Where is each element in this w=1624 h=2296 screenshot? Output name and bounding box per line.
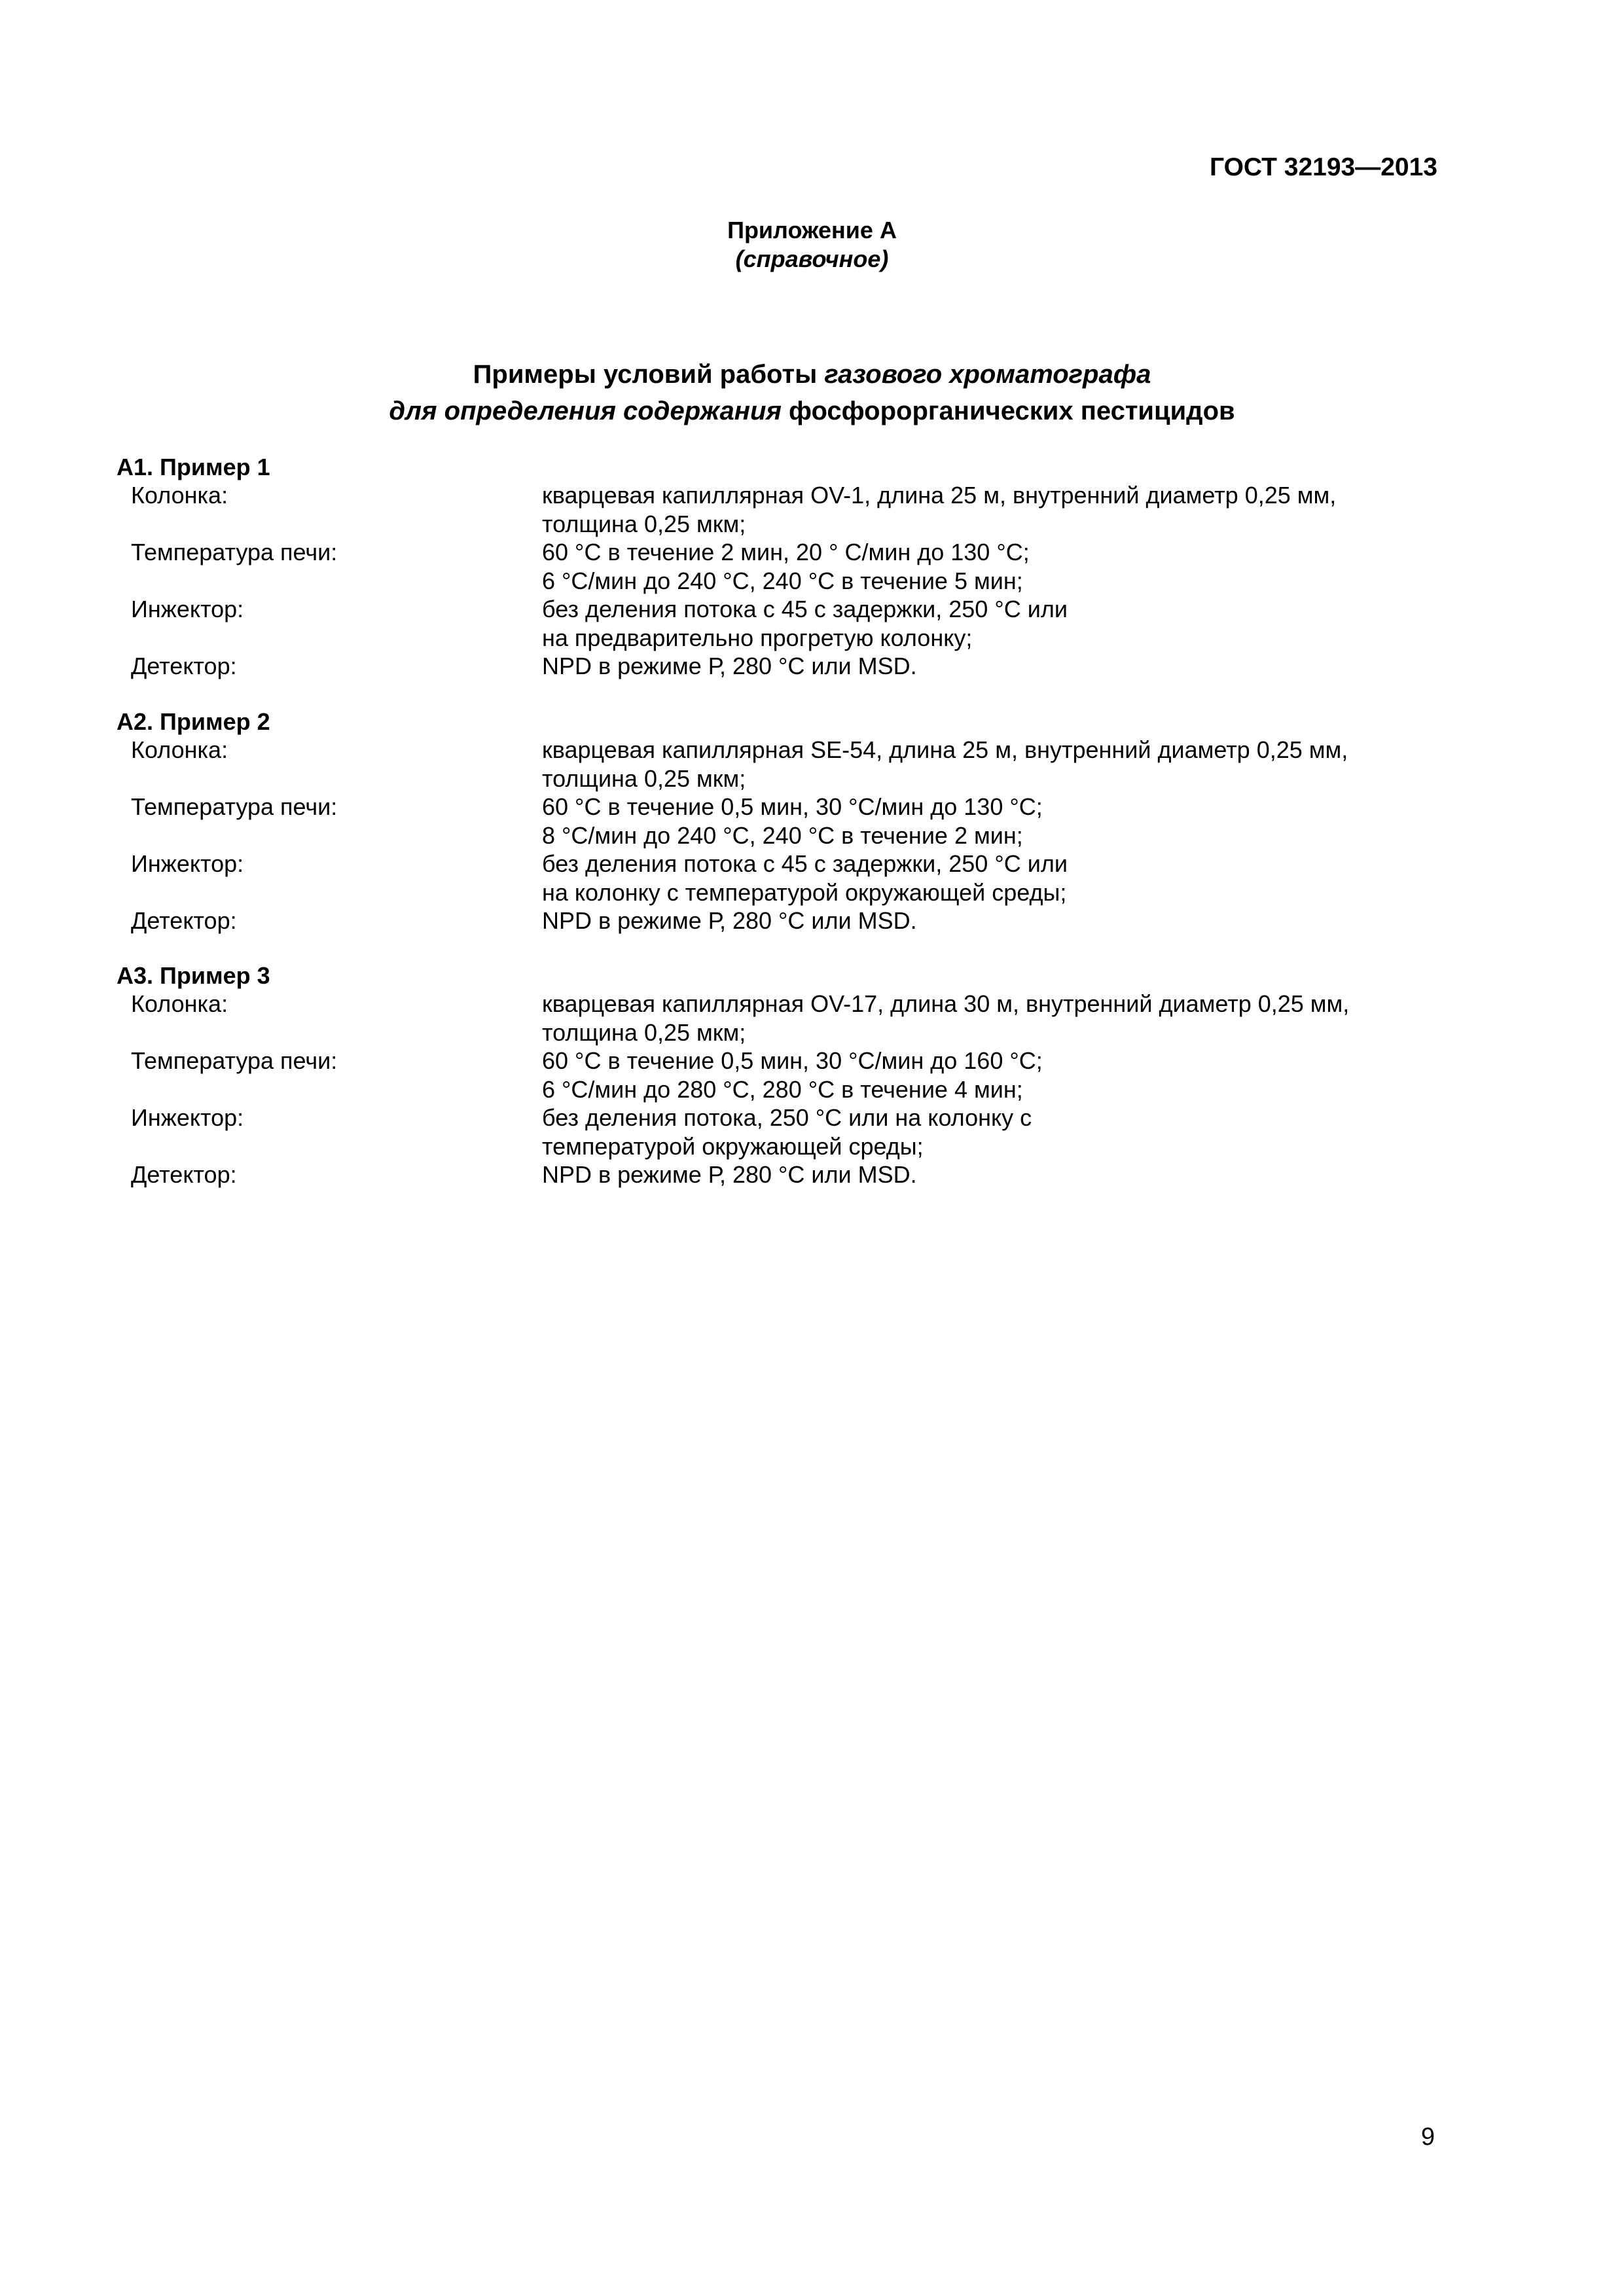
example-heading: А3. Пример 3 <box>117 962 270 989</box>
value-line: без деления потока с 45 с задержки, 250 °С или <box>542 596 1068 622</box>
title-line-2 <box>0 393 1624 429</box>
injector-label: Инжектор: <box>131 1104 244 1131</box>
oven-temperature-row <box>117 1047 1445 1103</box>
value-line: без деления потока с 45 с задержки, 250 °С или <box>542 850 1068 877</box>
detector-row <box>117 652 1445 681</box>
example-3 <box>117 962 1445 1189</box>
value-line: кварцевая капиллярная OV-1, длина 25 м, внутренний диаметр 0,25 мм, <box>542 482 1337 509</box>
oven-temperature-label: Температура печи: <box>131 539 338 565</box>
injector-row <box>117 595 1445 652</box>
oven-temperature-label: Температура печи: <box>131 1047 338 1074</box>
appendix-title <box>0 356 1624 429</box>
value-line: 60 °С в течение 0,5 мин, 30 °С/мин до 130 °С; <box>542 793 1043 820</box>
column-label: Колонка: <box>131 482 228 509</box>
oven-temperature-value <box>542 538 1445 595</box>
detector-value <box>542 1160 1445 1189</box>
value-line: 60 °С в течение 2 мин, 20 ° С/мин до 130 °С; <box>542 539 1030 565</box>
column-label: Колонка: <box>131 736 228 763</box>
detector-label: Детектор: <box>131 1161 237 1188</box>
example-heading: А2. Пример 2 <box>117 708 270 735</box>
value-line: NPD в режиме Р, 280 °С или MSD. <box>542 653 917 679</box>
title-line-1-regular: Примеры условий работы <box>473 360 825 389</box>
example-1 <box>117 454 1445 681</box>
appendix-kind: (справочное) <box>735 245 889 272</box>
title-line-1-italic: газового хроматографа <box>824 360 1151 389</box>
value-line: толщина 0,25 мкм; <box>542 510 746 537</box>
column-row <box>117 481 1445 538</box>
detector-row <box>117 906 1445 935</box>
example-2 <box>117 708 1445 935</box>
injector-row <box>117 850 1445 906</box>
example-heading: А1. Пример 1 <box>117 454 270 480</box>
column-row <box>117 990 1445 1047</box>
injector-label: Инжектор: <box>131 850 244 877</box>
title-line-2-regular: фосфорорганических пестицидов <box>781 397 1235 425</box>
injector-row <box>117 1103 1445 1160</box>
document-code-header: ГОСТ 32193—2013 <box>1210 153 1437 181</box>
column-value <box>542 481 1445 538</box>
injector-value <box>542 1103 1445 1160</box>
title-line-2-italic: для определения содержания <box>389 397 782 425</box>
value-line: на колонку с температурой окружающей среды; <box>542 878 1067 906</box>
injector-label: Инжектор: <box>131 596 244 622</box>
value-line: температурой окружающей среды; <box>542 1132 924 1160</box>
value-line: 60 °С в течение 0,5 мин, 30 °С/мин до 160 °С; <box>542 1047 1043 1074</box>
detector-label: Детектор: <box>131 653 237 679</box>
detector-value <box>542 906 1445 935</box>
oven-temperature-value <box>542 793 1445 850</box>
value-line: толщина 0,25 мкм; <box>542 764 746 792</box>
page-number: 9 <box>1420 2123 1435 2151</box>
value-line: кварцевая капиллярная OV-17, длина 30 м, внутренний диаметр 0,25 мм, <box>542 990 1350 1017</box>
appendix-label: Приложение А <box>727 217 897 243</box>
oven-temperature-row <box>117 538 1445 595</box>
column-label: Колонка: <box>131 990 228 1017</box>
detector-row <box>117 1160 1445 1189</box>
column-row <box>117 736 1445 793</box>
value-line: NPD в режиме Р, 280 °С или MSD. <box>542 1161 917 1188</box>
injector-value <box>542 595 1445 652</box>
value-line: 6 °С/мин до 240 °С, 240 °С в течение 5 мин; <box>542 567 1023 594</box>
value-line: 6 °С/мин до 280 °С, 280 °С в течение 4 мин; <box>542 1075 1023 1103</box>
detector-label: Детектор: <box>131 907 237 934</box>
value-line: кварцевая капиллярная SE-54, длина 25 м, внутренний диаметр 0,25 мм, <box>542 736 1348 763</box>
value-line: NPD в режиме Р, 280 °С или MSD. <box>542 907 917 934</box>
value-line: 8 °С/мин до 240 °С, 240 °С в течение 2 мин; <box>542 821 1023 849</box>
oven-temperature-row <box>117 793 1445 850</box>
detector-value <box>542 652 1445 681</box>
injector-value <box>542 850 1445 906</box>
value-line: толщина 0,25 мкм; <box>542 1018 746 1046</box>
title-line-1 <box>0 356 1624 393</box>
column-value <box>542 736 1445 793</box>
value-line: на предварительно прогретую колонку; <box>542 624 973 651</box>
column-value <box>542 990 1445 1047</box>
value-line: без деления потока, 250 °С или на колонку с <box>542 1104 1032 1131</box>
oven-temperature-label: Температура печи: <box>131 793 338 820</box>
appendix-heading <box>0 216 1624 274</box>
oven-temperature-value <box>542 1047 1445 1103</box>
